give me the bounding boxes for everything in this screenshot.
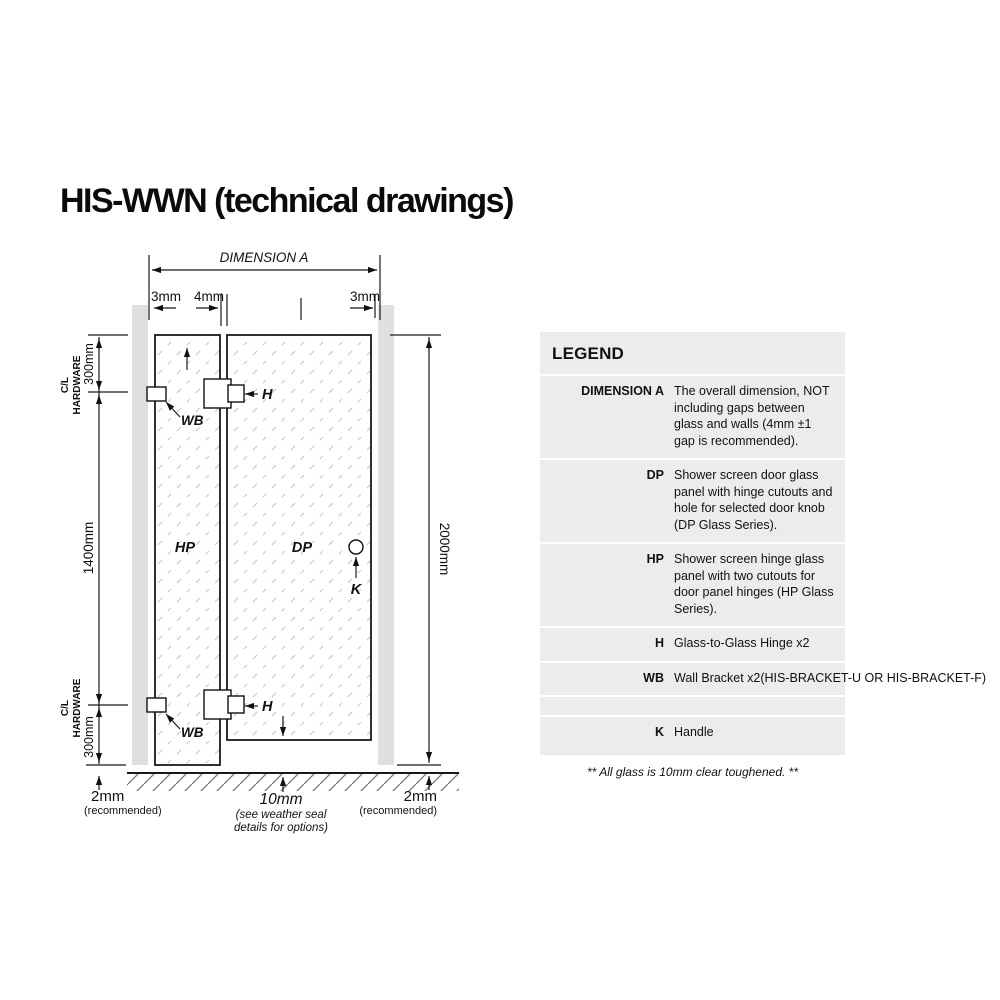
legend-panel (540, 332, 987, 779)
legend-key: WB (643, 670, 664, 685)
page-title: HIS-WWN (technical drawings) (60, 182, 513, 220)
glass-hinge-bottom-leaf (228, 696, 244, 713)
door-panel-label: DP (291, 540, 313, 556)
legend-row-wb (540, 661, 987, 696)
gap-middle-label: 4mm (194, 289, 224, 304)
wall-bracket-top (147, 387, 166, 401)
handle-knob (349, 540, 363, 554)
cl-hardware-top-line2: HARDWARE (72, 355, 83, 415)
legend-key: H (654, 636, 664, 650)
dim-300mm-bottom: 300mm (82, 716, 96, 758)
legend-key: HP (646, 552, 664, 566)
legend-desc: Glass-to-Glass Hinge x2 (674, 636, 810, 650)
floor-gap-right-label: 2mm (403, 788, 437, 805)
legend-box (540, 332, 987, 755)
legend-row-dp (540, 458, 845, 542)
left-wall (132, 305, 148, 765)
legend-key: DP (646, 468, 664, 482)
legend-desc: Shower screen door glass panel with hinge cutouts and hole for selected door knob (DP Glass Series). (674, 468, 833, 532)
floor-gap-left-note: (recommended) (84, 805, 162, 817)
gap-right-label: 3mm (350, 289, 380, 304)
hinge-label-top: H (262, 387, 273, 403)
wall-bracket-bottom (147, 698, 166, 712)
hinge-panel-label: HP (174, 540, 196, 556)
weather-seal-note-line2: details for options) (234, 822, 328, 834)
glass-footnote: ** All glass is 10mm clear toughened. ** (587, 764, 798, 779)
gap-left-label: 3mm (151, 289, 181, 304)
cl-hardware-top-line1: C/L (60, 376, 71, 394)
cl-hardware-bottom-line2: HARDWARE (72, 678, 83, 738)
legend-desc: Handle (674, 725, 714, 739)
legend-row-k (540, 715, 845, 753)
glass-hinge-top (204, 379, 231, 408)
legend-desc: Wall Bracket x2(HIS-BRACKET-U OR HIS-BRACKET-F) (674, 670, 987, 685)
bracket-label-top: WB (181, 413, 204, 428)
weather-seal-note-line1: (see weather seal (235, 809, 327, 821)
dimension-a-label: DIMENSION A (219, 250, 309, 265)
legend-row-dimension-a (540, 374, 845, 458)
dim-1400mm: 1400mm (81, 521, 96, 575)
handle-label: K (350, 582, 362, 598)
glass-hinge-top-leaf (228, 385, 244, 402)
dim-300mm-top: 300mm (82, 343, 96, 385)
legend-header: LEGEND (552, 344, 625, 363)
cl-hardware-bottom-line1: C/L (60, 699, 71, 717)
door-panel-glass (227, 335, 371, 740)
floor-gap-right-note: (recommended) (359, 805, 437, 817)
legend-key: DIMENSION A (581, 384, 664, 398)
legend-row-hp (540, 542, 845, 626)
legend-key: K (654, 725, 664, 739)
floor-gap-left-label: 2mm (91, 788, 125, 805)
door-floor-gap-label: 10mm (259, 791, 303, 808)
bracket-label-bottom: WB (181, 725, 204, 740)
right-wall (378, 305, 394, 765)
glass-hinge-bottom (204, 690, 231, 719)
legend-row-empty (540, 695, 845, 715)
legend-desc: Shower screen hinge glass panel with two cutouts for door panel hinges (HP Glass Series). (674, 552, 834, 616)
legend-desc: The overall dimension, NOT including gaps between glass and walls (4mm ±1 gap is recommended). (674, 384, 830, 448)
hinge-label-bottom: H (262, 699, 273, 715)
legend-row-h (540, 626, 845, 661)
dim-2000mm: 2000mm (437, 522, 452, 576)
